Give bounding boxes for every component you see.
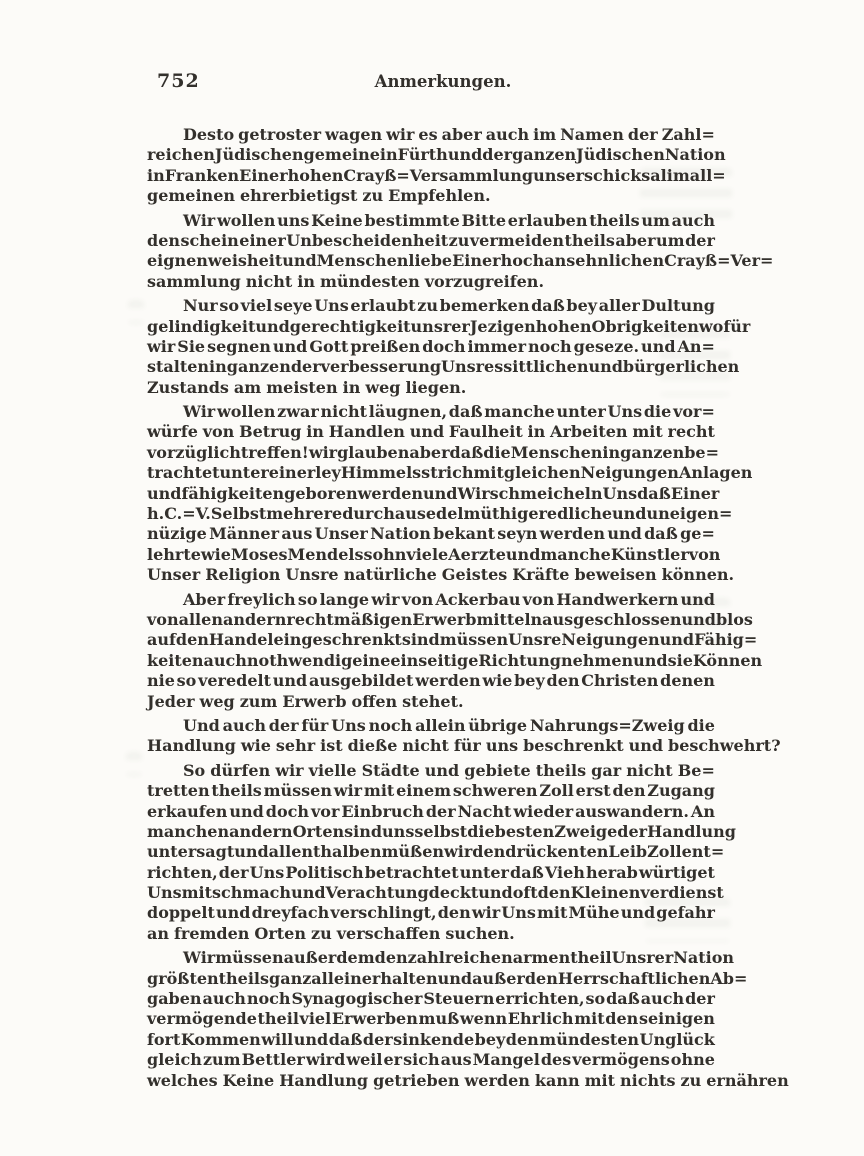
text-line: richten, der Uns Politisch betrachtet unter daß Vieh herab würtiget [147,862,715,882]
page-bleed-artifact [126,752,142,776]
text-line: Handlung wie sehr ist dieße nicht für uns beschrenkt und beschwehrt? [147,736,781,756]
text-line: h. C.=V. Selbst mehrere durchaus edelmüthige redliche und uneigen= [147,504,733,524]
text-line: gemeinen ehrerbietigst zu Empfehlen. [147,186,491,206]
text-line: Nur so viel seye Uns erlaubt zu bemerken daß bey aller Dultung [183,296,715,316]
text-line: So dürfen wir vielle Städte und gebiete theils gar nicht Be= [183,760,715,780]
text-line: trachtet unter einerley Himmelsstrich mit gleichen Neigungen Anlagen [147,463,753,483]
text-line: Wir müssen außerdem den zahlreichen armen theil Unsrer Nation [183,948,735,968]
text-block [147,70,789,1091]
text-line: gaben auch noch Synagogischer Steuern errichten, so daß auch der [147,989,715,1009]
text-line: größtentheils ganz allein erhalten und außer den Herrschaftlichen Ab= [147,968,748,988]
text-line: tretten theils müssen wir mit einem schweren Zoll erst den Zugang [147,781,715,801]
text-line: lehrte wie Moses Mendelssohn viele Aerzte und manche Künstler von [147,544,721,564]
text-line: doppelt und dreyfach verschlingt, den wir Uns mit Mühe und gefahr [147,903,715,923]
text-line: untersagt und allenthalben müßen wir den drückenten Leib Zoll ent= [147,842,725,862]
text-line: Und auch der für Uns noch allein übrige Nahrungs=Zweig die [183,715,715,735]
paragraph [147,125,726,207]
paragraph [147,589,763,712]
paragraph [147,402,753,586]
text-line: vermögende theil viel Erwerben muß wenn Ehrlich mit den seinigen [147,1009,715,1029]
text-line: fort Kommen will und daß der sinkende bey den mündesten Unglück [147,1029,715,1049]
text-line: in Franken Einer hohen Crayß=Versammlung unser schicksal im all= [147,165,726,185]
text-line: auf den Handel eingeschrenkt sind müssen Unsre Neigungen und Fähig= [147,630,758,650]
text-line: an fremden Orten zu verschaffen suchen. [147,923,515,943]
text-line: stalten in ganzen der verbesserung Unsres sittlichen und bürgerlichen [147,357,740,377]
paragraph [147,948,789,1091]
text-line: Unser Religion Unsre natürliche Geistes Kräfte beweisen können. [147,565,735,585]
text-line: Wir wollen zwar nicht läugnen, daß manche unter Uns die vor= [183,402,715,422]
text-line: gelindigkeit und gerechtigkeit unsrer Jezigen hohen Obrigkeiten wofür [147,316,751,336]
paragraph [147,715,781,757]
text-line: reichen Jüdischen gemeine in Fürth und der ganzen Jüdischen Nation [147,145,726,165]
text-line: Jeder weg zum Erwerb offen stehet. [147,691,464,711]
text-line: welches Keine Handlung getrieben werden kann mit nichts zu ernähren [147,1070,789,1090]
text-line: vorzüglich treffen! wir glauben aber daß die Menschen in ganzen be= [147,442,720,462]
text-line: manchen andern Orten sind uns selbst die besten Zweige der Handlung [147,821,736,841]
page-number: 752 [157,70,200,92]
text-line: Desto getroster wagen wir es aber auch im Namen der Zahl= [183,125,715,144]
page-bleed-artifact [128,300,144,324]
paragraph [147,296,751,398]
text-line: würfe von Betrug in Handlen und Faulheit in Arbeiten mit recht [147,422,715,442]
text-line: Aber freylich so lange wir von Ackerbau von Handwerkern und [183,589,715,609]
text-line: wir Sie segnen und Gott preißen doch immer noch geseze. und An= [147,336,715,356]
text-line: und fähigkeiten geboren werden und Wir schmeicheln Uns daß Einer [147,483,720,503]
paragraph [147,760,736,945]
text-line: erkaufen und doch vor Einbruch der Nacht wieder auswandern. An [147,801,715,821]
text-line: nie so veredelt und ausgebildet werden wie bey den Christen denen [147,671,715,691]
text-line: nüzige Männer aus Unser Nation bekant seyn werden und daß ge= [147,524,715,544]
text-line: von allen andern rechtmäßigen Erwerbmitteln ausgeschlossen und blos [147,609,753,629]
body-text [147,125,789,1091]
paragraph [147,210,774,293]
text-line: Wir wollen uns Keine bestimmte Bitte erlauben theils um auch [183,210,715,230]
text-line: sammlung nicht in mündesten vorzugreifen. [147,271,545,291]
text-line: Uns mit schmach und Verachtung deckt und oft den Kleinen verdienst [147,883,724,903]
text-line: gleich zum Bettler wird weil er sich aus Mangel des vermögens ohne [147,1050,715,1070]
text-line: den schein einer Unbescheidenheit zu vermeiden theils aber um der [147,230,715,250]
page-header [147,70,715,92]
text-line: keiten auch nothwendig eine einseitige Richtung nehmen und sie Können [147,650,763,670]
running-head-title: Anmerkungen. [374,72,512,91]
text-line: eignen weisheit und Menschenliebe Einer hochansehnlichen Crayß=Ver= [147,251,774,271]
text-line: Zustands am meisten in weg liegen. [147,377,467,397]
